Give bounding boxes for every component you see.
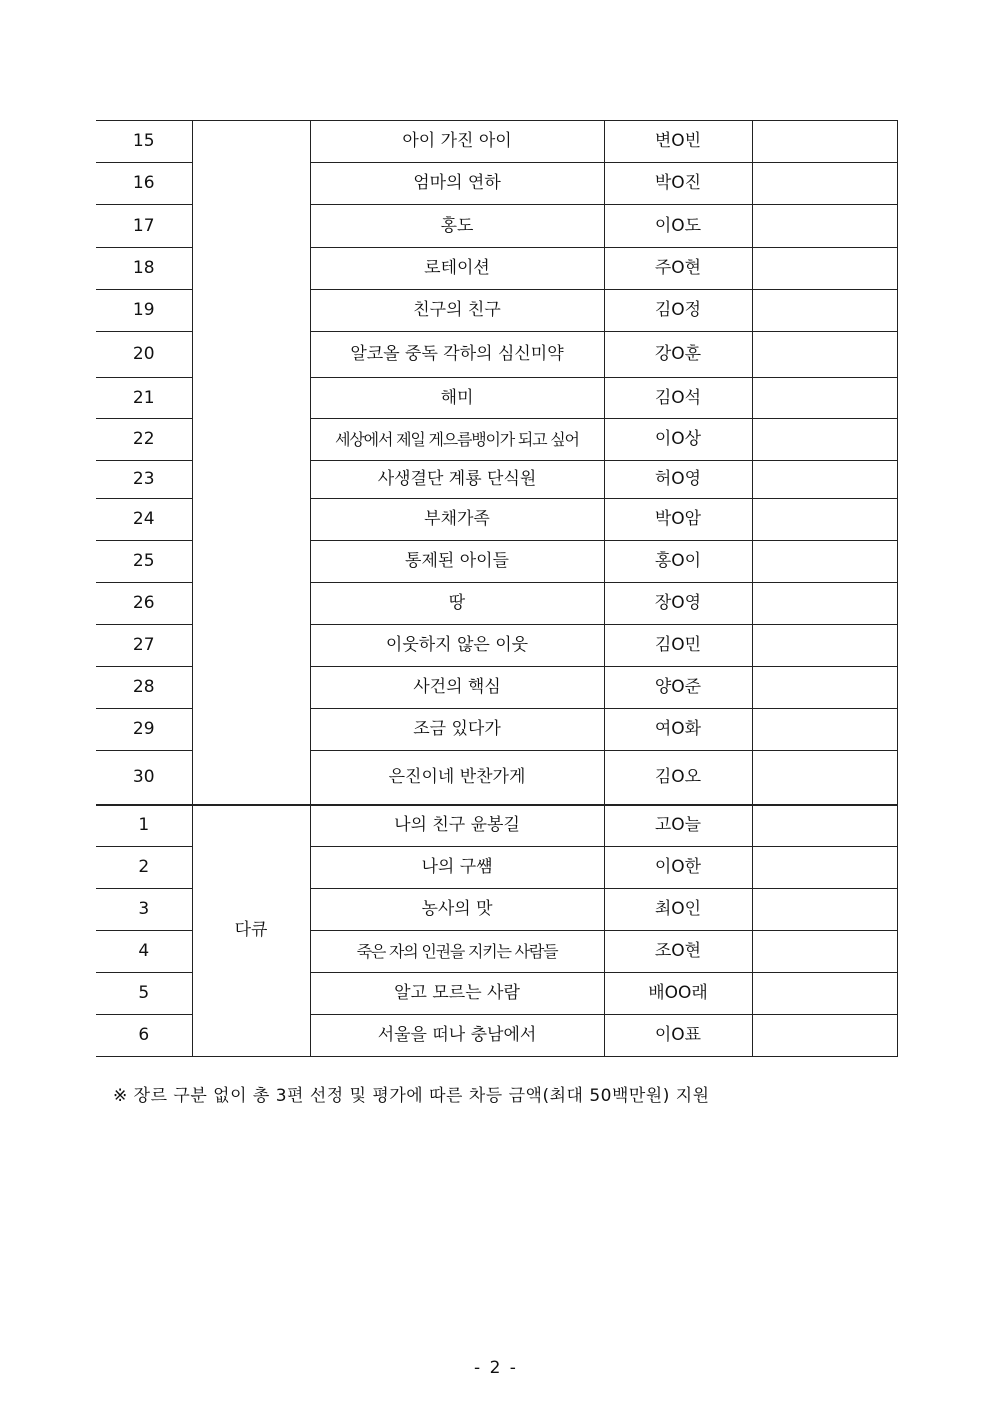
work-title: 통제된 아이들 bbox=[310, 541, 604, 583]
row-number: 21 bbox=[96, 378, 192, 419]
author-name: 배OO래 bbox=[604, 973, 752, 1015]
memo-cell bbox=[752, 805, 897, 847]
author-name: 강O훈 bbox=[604, 332, 752, 378]
row-number: 28 bbox=[96, 667, 192, 709]
memo-cell bbox=[752, 889, 897, 931]
author-name: 최O인 bbox=[604, 889, 752, 931]
memo-cell bbox=[752, 931, 897, 973]
row-number: 17 bbox=[96, 205, 192, 248]
row-number: 25 bbox=[96, 541, 192, 583]
row-number: 22 bbox=[96, 419, 192, 461]
work-title: 이웃하지 않은 이웃 bbox=[310, 625, 604, 667]
page-number: - 2 - bbox=[474, 1358, 518, 1378]
row-number: 27 bbox=[96, 625, 192, 667]
work-title: 땅 bbox=[310, 583, 604, 625]
row-number: 16 bbox=[96, 163, 192, 205]
work-title: 세상에서 제일 게으름뱅이가 되고 싶어 bbox=[310, 419, 604, 461]
memo-cell bbox=[752, 751, 897, 805]
author-name: 이O표 bbox=[604, 1015, 752, 1057]
memo-cell bbox=[752, 499, 897, 541]
selection-table bbox=[96, 120, 898, 1057]
work-title: 홍도 bbox=[310, 205, 604, 248]
author-name: 여O화 bbox=[604, 709, 752, 751]
work-title: 나의 친구 윤봉길 bbox=[310, 805, 604, 847]
row-number: 2 bbox=[96, 847, 192, 889]
work-title: 사건의 핵심 bbox=[310, 667, 604, 709]
row-number: 3 bbox=[96, 889, 192, 931]
table-row bbox=[96, 805, 897, 847]
author-name: 김O석 bbox=[604, 378, 752, 419]
work-title: 아이 가진 아이 bbox=[310, 121, 604, 163]
work-title: 서울을 떠나 충남에서 bbox=[310, 1015, 604, 1057]
memo-cell bbox=[752, 419, 897, 461]
memo-cell bbox=[752, 1015, 897, 1057]
memo-cell bbox=[752, 378, 897, 419]
memo-cell bbox=[752, 625, 897, 667]
author-name: 김O오 bbox=[604, 751, 752, 805]
author-name: 박O암 bbox=[604, 499, 752, 541]
row-number: 30 bbox=[96, 751, 192, 805]
work-title: 해미 bbox=[310, 378, 604, 419]
memo-cell bbox=[752, 541, 897, 583]
author-name: 박O진 bbox=[604, 163, 752, 205]
memo-cell bbox=[752, 667, 897, 709]
author-name: 변O빈 bbox=[604, 121, 752, 163]
work-title: 알고 모르는 사람 bbox=[310, 973, 604, 1015]
work-title: 은진이네 반찬가게 bbox=[310, 751, 604, 805]
author-name: 김O민 bbox=[604, 625, 752, 667]
author-name: 허O영 bbox=[604, 461, 752, 499]
row-number: 24 bbox=[96, 499, 192, 541]
work-title: 로테이션 bbox=[310, 248, 604, 290]
memo-cell bbox=[752, 121, 897, 163]
work-title: 조금 있다가 bbox=[310, 709, 604, 751]
row-number: 4 bbox=[96, 931, 192, 973]
author-name: 김O정 bbox=[604, 290, 752, 332]
author-name: 고O늘 bbox=[604, 805, 752, 847]
row-number: 20 bbox=[96, 332, 192, 378]
author-name: 장O영 bbox=[604, 583, 752, 625]
work-title: 농사의 맛 bbox=[310, 889, 604, 931]
row-number: 15 bbox=[96, 121, 192, 163]
author-name: 조O현 bbox=[604, 931, 752, 973]
work-title: 나의 구썜 bbox=[310, 847, 604, 889]
memo-cell bbox=[752, 847, 897, 889]
memo-cell bbox=[752, 973, 897, 1015]
author-name: 양O준 bbox=[604, 667, 752, 709]
row-number: 5 bbox=[96, 973, 192, 1015]
author-name: 주O현 bbox=[604, 248, 752, 290]
table-row bbox=[96, 121, 897, 163]
memo-cell bbox=[752, 709, 897, 751]
genre-cell: 다큐 bbox=[192, 805, 310, 1057]
genre-cell bbox=[192, 121, 310, 805]
memo-cell bbox=[752, 163, 897, 205]
memo-cell bbox=[752, 290, 897, 332]
row-number: 26 bbox=[96, 583, 192, 625]
memo-cell bbox=[752, 583, 897, 625]
author-name: 이O도 bbox=[604, 205, 752, 248]
memo-cell bbox=[752, 461, 897, 499]
work-title: 부채가족 bbox=[310, 499, 604, 541]
row-number: 1 bbox=[96, 805, 192, 847]
footnote: ※ 장르 구분 없이 총 3편 선정 및 평가에 따른 차등 금액(최대 50백만원) 지원 bbox=[113, 1086, 710, 1106]
work-title: 엄마의 연하 bbox=[310, 163, 604, 205]
memo-cell bbox=[752, 332, 897, 378]
work-title: 사생결단 계룡 단식원 bbox=[310, 461, 604, 499]
row-number: 29 bbox=[96, 709, 192, 751]
row-number: 18 bbox=[96, 248, 192, 290]
author-name: 이O상 bbox=[604, 419, 752, 461]
work-title: 알코올 중독 각하의 심신미약 bbox=[310, 332, 604, 378]
row-number: 6 bbox=[96, 1015, 192, 1057]
memo-cell bbox=[752, 248, 897, 290]
work-title: 죽은 자의 인권을 지키는 사람들 bbox=[310, 931, 604, 973]
row-number: 19 bbox=[96, 290, 192, 332]
work-title: 친구의 친구 bbox=[310, 290, 604, 332]
author-name: 이O한 bbox=[604, 847, 752, 889]
author-name: 홍O이 bbox=[604, 541, 752, 583]
row-number: 23 bbox=[96, 461, 192, 499]
memo-cell bbox=[752, 205, 897, 248]
